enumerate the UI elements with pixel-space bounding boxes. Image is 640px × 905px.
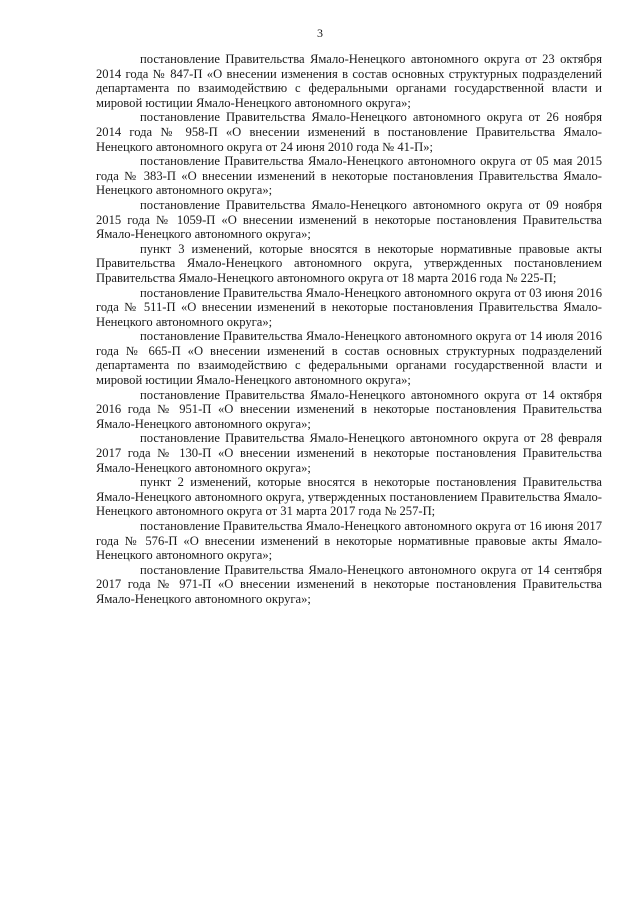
list-item: постановление Правительства Ямало-Ненецкого автономного округа от 09 ноября 2015 года № 1059-П «О внесении изменений в некоторые постановления Правительства Ямало-Ненецкого автономного округа»;: [96, 197, 602, 242]
list-item: постановление Правительства Ямало-Ненецкого автономного округа от 28 февраля 2017 года № 130-П «О внесении изменений в некоторые постановления Правительства Ямало-Ненецкого автономного округа»;: [96, 431, 602, 475]
list-item: постановление Правительства Ямало-Ненецкого автономного округа от 05 мая 2015 года № 383-П «О внесении изменений в некоторые постановления Правительства Ямало-Ненецкого автономного округа»;: [96, 154, 602, 198]
list-item: постановление Правительства Ямало-Ненецкого автономного округа от 14 июля 2016 года № 665-П «О внесении изменений в состав основных структурных подразделений департамента по взаимодействию с федеральными органами государственной власти и мировой юстиции Ямало-Ненецкого автономного округа»;: [96, 329, 602, 388]
list-item: пункт 2 изменений, которые вносятся в некоторые постановления Правительства Ямало-Ненецкого автономного округа, утвержденных постановлением Правительства Ямало-Ненецкого автономного округа от 31 марта 2017 года № 257-П;: [96, 475, 602, 519]
list-item: постановление Правительства Ямало-Ненецкого автономного округа от 26 ноября 2014 года № 958-П «О внесении изменений в постановление Правительства Ямало-Ненецкого автономного округа от 24 июня 2010 года № 41-П»;: [96, 110, 602, 154]
list-item: пункт 3 изменений, которые вносятся в некоторые нормативные правовые акты Правительства Ямало-Ненецкого автономного округа, утвержденных постановлением Правительства Ямало-Ненецкого автономного округа от 18 марта 2016 года № 225-П;: [96, 241, 602, 285]
document-body: [96, 52, 602, 607]
list-item: постановление Правительства Ямало-Ненецкого автономного округа от 16 июня 2017 года № 576-П «О внесении изменений в некоторые нормативные правовые акты Ямало-Ненецкого автономного округа»;: [96, 519, 602, 563]
list-item: постановление Правительства Ямало-Ненецкого автономного округа от 03 июня 2016 года № 511-П «О внесении изменений в некоторые постановления Правительства Ямало-Ненецкого автономного округа»;: [96, 285, 602, 329]
page-number: 3: [317, 26, 323, 40]
list-item: постановление Правительства Ямало-Ненецкого автономного округа от 23 октября 2014 года № 847-П «О внесении изменения в состав основных структурных подразделений департамента по взаимодействию с федеральными органами государственной власти и мировой юстиции Ямало-Ненецкого автономного округа»;: [96, 52, 602, 110]
list-item: постановление Правительства Ямало-Ненецкого автономного округа от 14 сентября 2017 года № 971-П «О внесении изменений в некоторые постановления Правительства Ямало-Ненецкого автономного округа»;: [96, 562, 602, 606]
list-item: постановление Правительства Ямало-Ненецкого автономного округа от 14 октября 2016 года № 951-П «О внесении изменений в некоторые постановления Правительства Ямало-Ненецкого автономного округа»;: [96, 387, 602, 431]
